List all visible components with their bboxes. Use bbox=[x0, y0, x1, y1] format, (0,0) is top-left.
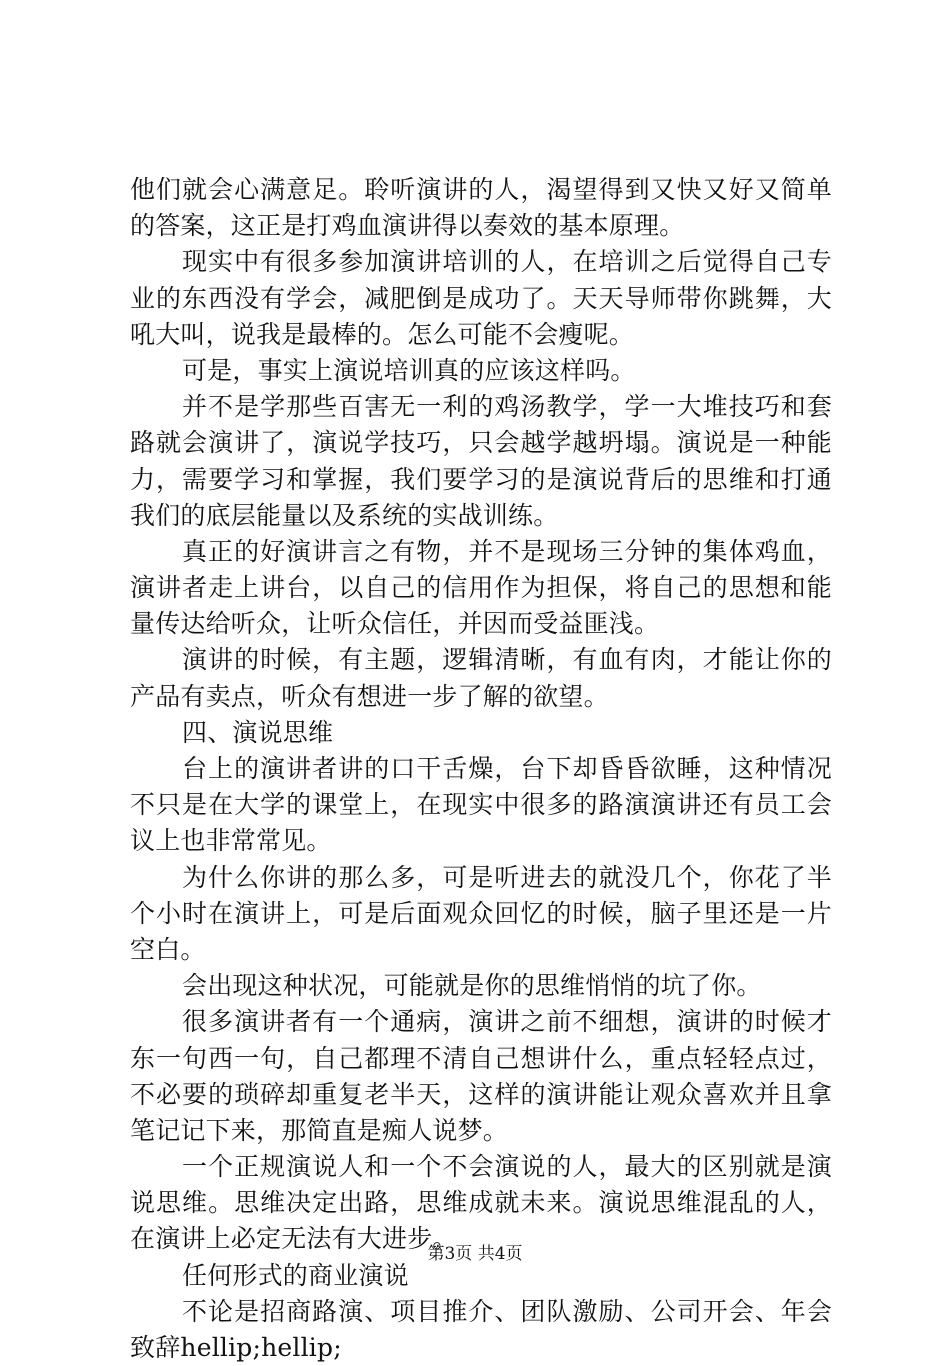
text-line: 他们就会心满意足。聆听演讲的人，渴望得到又快又好又简单 bbox=[130, 175, 832, 204]
text-line: 会出现这种状况，可能就是你的思维悄悄的坑了你。 bbox=[182, 971, 762, 1001]
text-line: 一个正规演说人和一个不会演说的人，最大的区别就是演 bbox=[182, 1152, 832, 1182]
text-line: 很多演讲者有一个通病，演讲之前不细想，演讲的时候才 bbox=[182, 1007, 832, 1037]
text-line: 力，需要学习和掌握，我们要学习的是演说背后的思维和打通 bbox=[130, 464, 832, 494]
text-line: 笔记记下来，那简直是痴人说梦。 bbox=[130, 1115, 509, 1145]
paragraph bbox=[130, 751, 832, 860]
text-line: 并不是学那些百害无一利的鸡汤教学，学一大堆技巧和套 bbox=[182, 392, 832, 422]
text-line: 在演讲上必定无法有大进步。 bbox=[130, 1224, 458, 1254]
document-body bbox=[130, 172, 832, 1366]
text-line: 业的东西没有学会，减肥倒是成功了。天天导师带你跳舞，大 bbox=[130, 283, 832, 313]
paragraph bbox=[130, 353, 832, 389]
text-line: 现实中有很多参加演讲培训的人，在培训之后觉得自己专 bbox=[182, 247, 832, 277]
paragraph bbox=[130, 172, 832, 244]
paragraph bbox=[130, 715, 832, 751]
text-line: 四、演说思维 bbox=[182, 717, 334, 747]
text-line: 演讲者走上讲台，以自己的信用作为担保，将自己的思想和能 bbox=[130, 573, 832, 603]
paragraph bbox=[130, 1294, 832, 1366]
paragraph bbox=[130, 860, 832, 969]
text-line: 吼大叫，说我是最棒的。怎么可能不会瘦呢。 bbox=[130, 319, 635, 349]
text-line: 不只是在大学的课堂上，在现实中很多的路演演讲还有员工会 bbox=[130, 790, 832, 820]
page-footer bbox=[0, 1242, 950, 1266]
text-line: 路就会演讲了，演说学技巧，只会越学越坍塌。演说是一种能 bbox=[130, 428, 832, 458]
text-line: 说思维。思维决定出路，思维成就未来。演说思维混乱的人， bbox=[130, 1188, 832, 1218]
page-number: 第3页 共4页 bbox=[427, 1244, 523, 1264]
text-line: 任何形式的商业演说 bbox=[182, 1260, 409, 1290]
text-line: 不必要的琐碎却重复老半天，这样的演讲能让观众喜欢并且拿 bbox=[130, 1079, 832, 1109]
paragraph bbox=[130, 389, 832, 534]
text-line: 演讲的时候，有主题，逻辑清晰，有血有肉，才能让你的 bbox=[182, 645, 832, 675]
text-line: 量传达给听众，让听众信任，并因而受益匪浅。 bbox=[130, 609, 660, 639]
text-line: 不论是招商路演、项目推介、团队激励、公司开会、年会 bbox=[182, 1296, 832, 1326]
text-line: 的答案，这正是打鸡血演讲得以奏效的基本原理。 bbox=[130, 211, 685, 241]
text-line: 产品有卖点，听众有想进一步了解的欲望。 bbox=[130, 681, 609, 711]
paragraph bbox=[130, 534, 832, 643]
text-line: 致辞hellip;hellip; bbox=[130, 1333, 342, 1362]
paragraph bbox=[130, 1004, 832, 1149]
text-line: 东一句西一句，自己都理不清自己想讲什么，重点轻轻点过， bbox=[130, 1043, 832, 1073]
paragraph bbox=[130, 642, 832, 714]
text-line: 议上也非常常见。 bbox=[130, 826, 332, 856]
text-line: 空白。 bbox=[130, 934, 206, 964]
text-line: 真正的好演讲言之有物，并不是现场三分钟的集体鸡血， bbox=[182, 536, 832, 566]
text-line: 个小时在演讲上，可是后面观众回忆的时候，脑子里还是一片 bbox=[130, 898, 832, 928]
text-line: 为什么你讲的那么多，可是听进去的就没几个，你花了半 bbox=[182, 862, 832, 892]
paragraph bbox=[130, 968, 832, 1004]
text-line: 我们的底层能量以及系统的实战训练。 bbox=[130, 500, 559, 530]
text-line: 台上的演讲者讲的口干舌燥，台下却昏昏欲睡，这种情况 bbox=[182, 754, 832, 783]
paragraph bbox=[130, 244, 832, 353]
text-line: 可是，事实上演说培训真的应该这样吗。 bbox=[182, 355, 636, 385]
